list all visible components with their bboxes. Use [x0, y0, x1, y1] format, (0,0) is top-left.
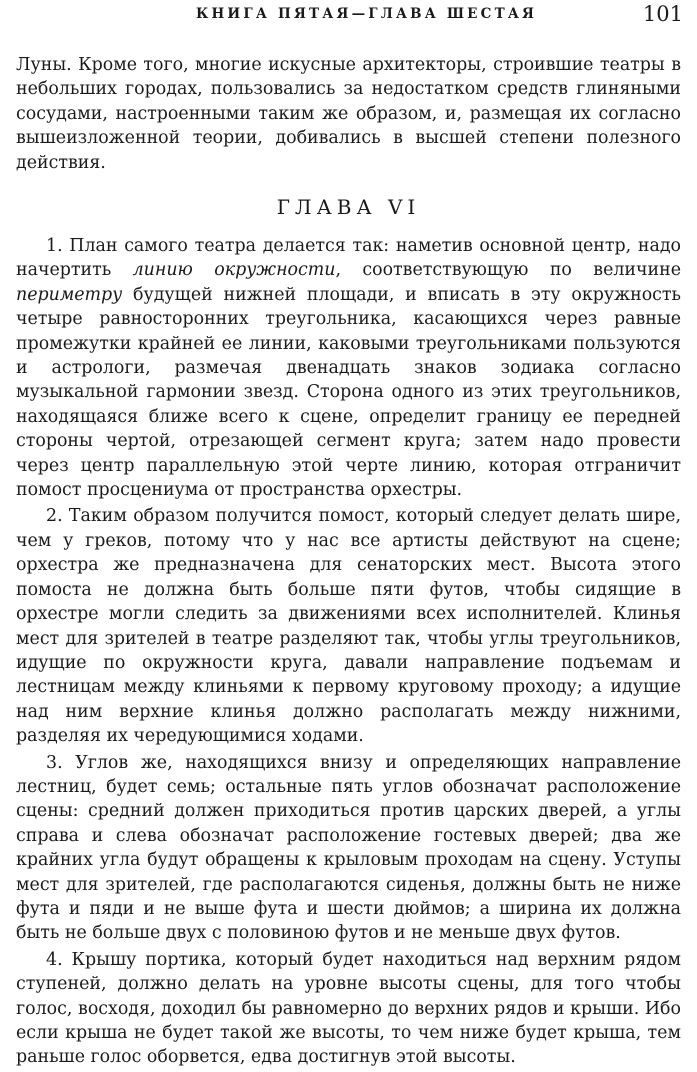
paragraph-4: 4. Крышу портика, который будет находиться над верхним рядом ступеней, должно делать на уровне высоты сцены, для того чтобы голос, восходя, доходил бы равномерно до верхних рядов и крыши. Ибо если крыша не будет такой же высоты, то чем ниже будет крыша, тем раньше голос оборвется, едва достигнув этой высоты. — [16, 949, 681, 1068]
paragraph-2: 2. Таким образом получится помост, который следует делать шире, чем у греков, потому что у нас все артисты действуют на сцене; орхестра же предназначена для сенаторских мест. Высота этого помоста не должна быть больше пяти футов, чтобы сидящие в орхестре могли следить за движениями всех исполнителей. Клинья мест для зрителей в театре разделяют так, чтобы углы треугольников, идущие по окружности круга, давали направление подъемам и лестницам между клиньями к первому круговому проходу; а идущие над ним верхние клинья должно располагать между нижними, разделяя их чередующимися ходами. — [16, 506, 681, 747]
paragraph-3: 3. Углов же, находящихся внизу и определяющих направление лестниц, будет семь; остальные пять углов обозначат расположение сцены: средний должен приходиться против царских дверей, а углы справа и слева обозначат расположение гостевых дверей; два же крайних угла будут обращены к крыловым проходам на сцену. Уступы мест для зрителей, где располагаются сиденья, должны быть не ниже фута и пяди и не выше фута и шести дюймов; а ширина их должна быть не больше двух с половиною футов и не меньше двух футов. — [16, 752, 681, 944]
chapter-body — [16, 234, 681, 1072]
paragraph-1-part-a: 1. План самого театра делается так: наметив основной центр, надо начертить — [16, 236, 681, 281]
paragraph-1-part-c: , соответствующую по величине — [335, 260, 681, 281]
paragraph-1 — [16, 234, 681, 502]
page-number: 101 — [642, 2, 683, 26]
running-head: КНИГА ПЯТАЯ—ГЛАВА ШЕСТАЯ — [196, 6, 538, 22]
paragraph-1-italic-perimeter: периметру — [16, 284, 123, 305]
continuation-text: Луны. Кроме того, многие искусные архитекторы, строившие театры в небольших городах, пользовались за недостатком средств глиняными сосудами, настроенными таким же образом, и, размещая их согласно вышеизложенной теории, добивались в высшей степени полезного действия. — [16, 55, 681, 173]
paragraph-1-italic-circle: линию окружности — [132, 260, 336, 281]
chapter-title: ГЛАВА VI — [276, 195, 421, 219]
continuation-paragraph — [16, 53, 681, 175]
paragraph-1-part-e: будущей нижней площади, и вписать в эту окружность четыре равносторонних треугольника, касающихся через равные промежутки крайней ее линии, каковыми треугольниками пользуются и астрологи, размечая двенадцать знаков зодиака согласно музыкальной гармонии звезд. Сторона одного из этих треугольников, находящаяся ближе всего к сцене, определит границу ее передней стороны чертой, отрезающей сегмент круга; затем надо провести через центр параллельную этой черте линию, которая отграничит помост просцениума от пространства орхестры. — [16, 284, 681, 501]
